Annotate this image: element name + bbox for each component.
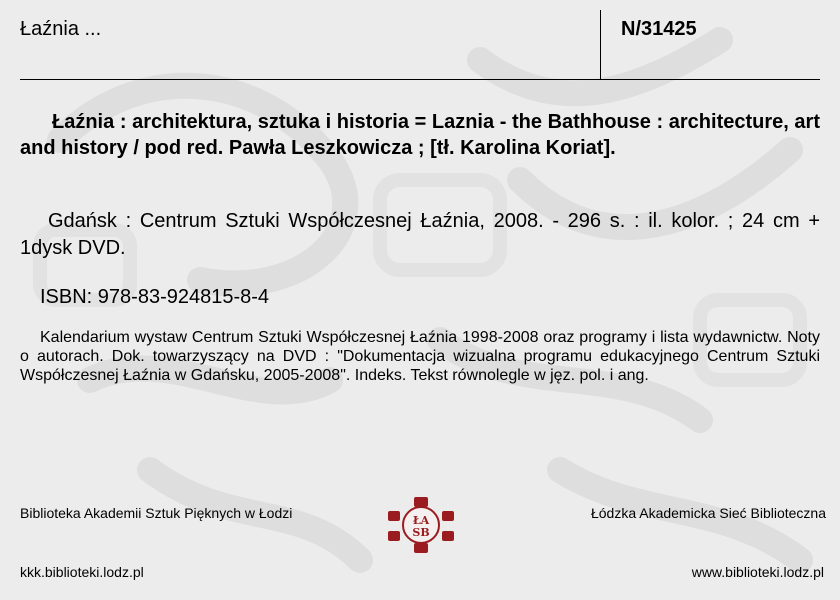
- record-title: Łaźnia : architektura, sztuka i historia = Laznia - the Bathhouse : architecture, art and history / pod red. Pawła Leszkowicza ; [tł. Karolina Koriat].: [20, 111, 820, 159]
- library-name-right: Łódzka Akademicka Sieć Biblioteczna: [590, 505, 826, 521]
- header-divider-horizontal: [20, 79, 820, 80]
- call-number: N/31425: [621, 18, 697, 40]
- library-name-left: Biblioteka Akademii Sztuk Pięknych w Łodzi: [20, 505, 293, 521]
- url-left[interactable]: kkk.biblioteki.lodz.pl: [20, 564, 144, 580]
- lasb-logo-icon: [386, 497, 456, 553]
- header-divider-vertical: [600, 10, 601, 80]
- short-title: Łaźnia ...: [20, 18, 102, 40]
- logo-text-bottom: SB: [412, 526, 430, 539]
- url-right[interactable]: www.biblioteki.lodz.pl: [691, 564, 824, 580]
- record-notes: Kalendarium wystaw Centrum Sztuki Współczesnej Łaźnia 1998-2008 oraz programy i lista wydawnictw. Noty o autorach. Dok. towarzyszący na DVD : "Dokumentacja wizualna programu edukacyjnego Centrum Sztuki Współczesnej Łaźnia w Gdańsku, 2005-2008". Indeks. Tekst równolegle w jęz. pol. i ang.: [20, 329, 820, 384]
- publication-info: Gdańsk : Centrum Sztuki Współczesnej Łaźnia, 2008. - 296 s. : il. kolor. ; 24 cm + 1dysk DVD.: [20, 210, 820, 259]
- logo-text-top: ŁA: [412, 514, 430, 527]
- isbn: ISBN: 978-83-924815-8-4: [40, 286, 270, 308]
